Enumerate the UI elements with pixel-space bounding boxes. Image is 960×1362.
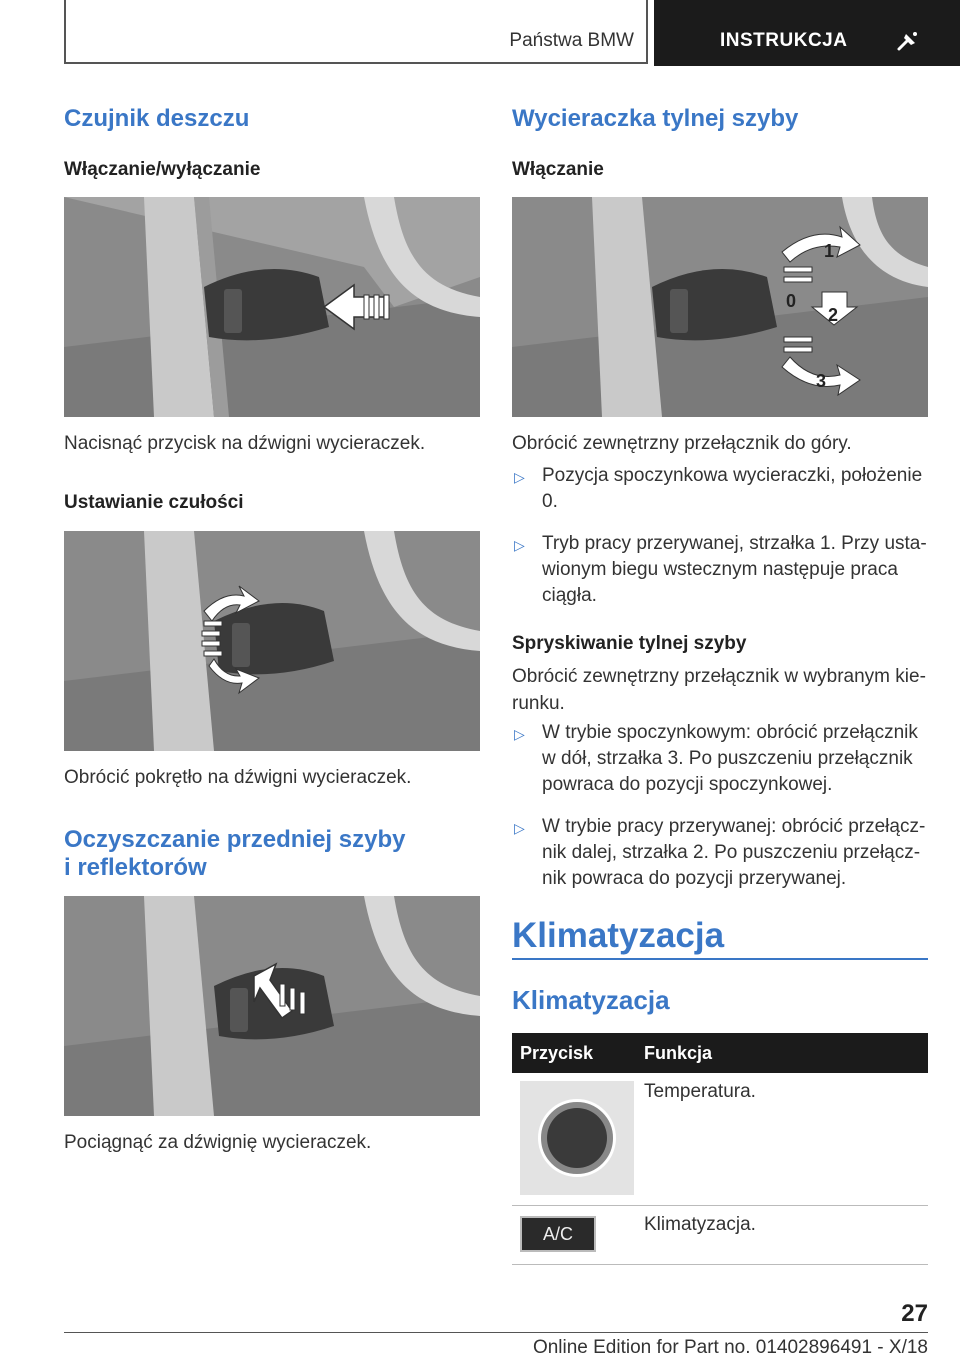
bullet-triangle-icon: ▷ [514, 820, 525, 836]
rain-sensor-title: Czujnik deszczu [64, 105, 250, 132]
col-header-button: Przycisk [512, 1033, 636, 1073]
sensitivity-subtitle: Ustawianie czułości [64, 492, 244, 513]
climate-section-title: Klimatyzacja [512, 985, 670, 1015]
bullet-triangle-icon: ▷ [514, 726, 525, 742]
rear-wiper-title: Wycieraczka tylnej szyby [512, 105, 799, 132]
ac-button-icon: A/C [520, 1216, 596, 1252]
photo-wiper-dial [64, 531, 480, 751]
rear-on-text: Obrócić zewnętrzny przełącznik do góry. [512, 433, 852, 454]
header-section-title: INSTRUKCJA [720, 30, 848, 51]
chapter-rule [512, 958, 928, 960]
table-row [512, 1073, 928, 1206]
washer-title-line1: Oczyszczanie przedniej szyby [64, 826, 406, 853]
onoff-subtitle: Włączanie/wyłączanie [64, 159, 261, 180]
list-item: ▷ W trybie spoczynkowym: obrócić przełącznik w dół, strzałka 3. Po puszczeniu przełącznik powraca do pozycji spoczynkowej. [514, 722, 918, 795]
rear-on-subtitle: Włączanie [512, 159, 604, 180]
rear-on-list [512, 463, 928, 625]
footer-rule [64, 1332, 928, 1333]
header-brand: Państwa BMW [509, 30, 634, 51]
photo-rear-wiper [512, 197, 928, 417]
footer-edition: Online Edition for Part no. 01402896491 - X/18 [532, 1337, 928, 1358]
photo-wiper-button [64, 197, 480, 417]
washer-title-line2: i reflektorów [64, 854, 207, 881]
sensitivity-text: Obrócić pokrętło na dźwigni wycieraczek. [64, 767, 412, 788]
col-header-function: Funkcja [636, 1033, 928, 1073]
table-row [512, 1206, 928, 1265]
spray-list [512, 720, 928, 908]
bullet-triangle-icon: ▷ [514, 469, 525, 485]
washer-title [64, 826, 405, 882]
temperature-knob-icon [520, 1081, 634, 1195]
photo-wiper-pull [64, 896, 480, 1116]
spray-subtitle: Spryskiwanie tylnej szyby [512, 633, 747, 654]
climate-chapter-title: Klimatyzacja [512, 916, 725, 955]
function-temperature: Temperatura. [636, 1073, 928, 1206]
bullet-triangle-icon: ▷ [514, 537, 525, 553]
arrow-label-1: 1 [824, 241, 835, 261]
page-number: 27 [901, 1300, 928, 1327]
list-item: ▷ W trybie pracy przerywanej: obrócić przełącz- nik dalej, strzałka 2. Po puszczeniu przełącz- nik powraca do pozycji przerywanej. [514, 816, 926, 889]
washer-text: Pociągnąć za dźwignię wycieraczek. [64, 1132, 372, 1153]
list-item: ▷ Pozycja spoczynkowa wycieraczki, położenie 0. [514, 465, 923, 512]
spray-text: Obrócić zewnętrzny przełącznik w wybranym kie- runku. [512, 666, 926, 714]
tool-icon [896, 30, 920, 52]
arrow-label-2: 2 [828, 305, 839, 325]
arrow-label-0: 0 [786, 291, 797, 311]
function-ac: Klimatyzacja. [636, 1206, 928, 1265]
arrow-label-3: 3 [816, 371, 827, 391]
function-table [512, 1033, 928, 1265]
onoff-text: Nacisnąć przycisk na dźwigni wycieraczek. [64, 433, 426, 454]
list-item: ▷ Tryb pracy przerywanej, strzałka 1. Przy usta- wionym biegu wstecznym następuje praca ciągła. [514, 533, 927, 606]
